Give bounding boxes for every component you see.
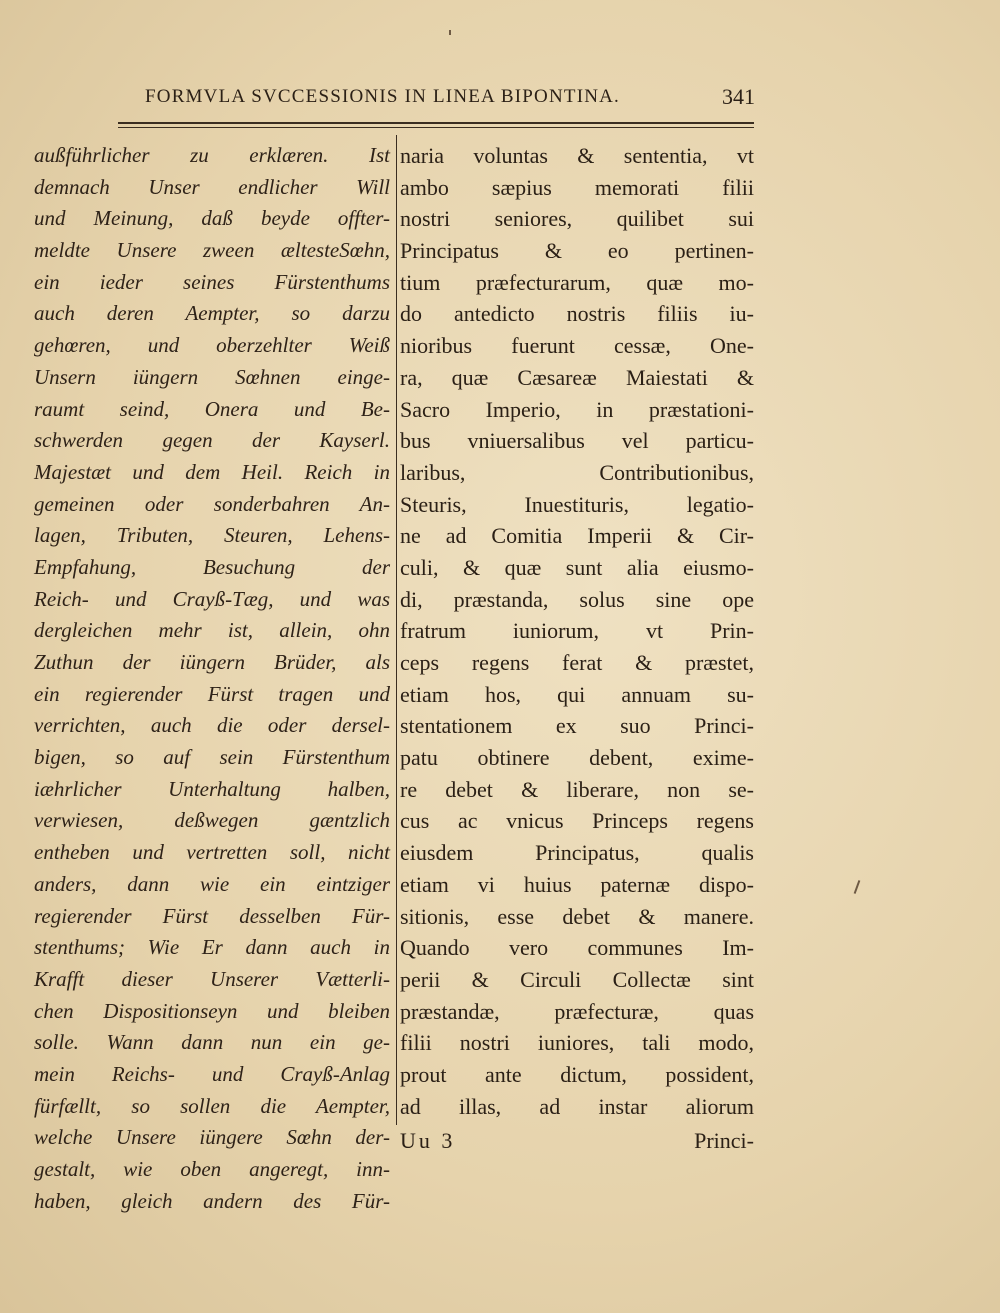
german-text-column <box>34 140 390 1217</box>
latin-text-line: naria voluntas & sententia, vt <box>400 143 754 168</box>
latin-text-line: cus ac vnicus Princeps regens <box>400 808 754 834</box>
german-text-line: Unsern iüngern Sœhnen einge- <box>34 364 390 389</box>
german-text-line: anders, dann wie ein eintziger <box>34 871 390 896</box>
german-text-line: welche Unsere iüngere Sœhn der- <box>34 1125 390 1150</box>
german-text-line: gestalt, wie oben angeregt, inn- <box>34 1157 390 1181</box>
german-text-line: dergleichen mehr ist, allein, ohn <box>34 618 390 643</box>
header-rule-thin <box>118 127 754 128</box>
page-number: 341 <box>722 84 755 109</box>
german-text-line: Krafft dieser Unserer Vætterli- <box>34 966 390 991</box>
latin-text-line: ne ad Comitia Imperii & Cir- <box>400 523 754 549</box>
german-text-line: Empfahung, Besuchung der <box>34 554 390 579</box>
ink-speck <box>854 880 861 894</box>
latin-text-line: ambo sæpius memorati filii <box>400 174 754 200</box>
german-text-line: stenthums; Wie Er dann auch in <box>34 935 390 960</box>
ink-speck <box>449 30 451 35</box>
latin-text-line: Quando vero communes Im- <box>400 935 754 961</box>
latin-text-line: prout ante dictum, possident, <box>400 1061 754 1087</box>
german-text-line: haben, gleich andern des Für- <box>34 1188 390 1213</box>
catchword: Princi- <box>694 1128 754 1153</box>
german-text-line: schwerden gegen der Kayserl. <box>34 428 390 453</box>
german-text-line: solle. Wann dann nun ein ge- <box>34 1030 390 1055</box>
german-text-line: chen Dispositionseyn und bleiben <box>34 998 390 1023</box>
latin-text-line: patu obtinere debent, exime- <box>400 745 754 771</box>
german-text-line: Majestæt und dem Heil. Reich in <box>34 459 390 484</box>
page-header <box>145 84 755 114</box>
german-text-line: demnach Unser endlicher Will <box>34 174 390 199</box>
latin-text-line: præstandæ, præfecturæ, quas <box>400 998 754 1024</box>
german-text-line: verwiesen, deßwegen gæntzlich <box>34 808 390 833</box>
latin-text-line: bus vniuersalibus vel particu- <box>400 428 754 454</box>
header-rule-thick <box>118 122 754 124</box>
latin-text-line: perii & Circuli Collectæ sint <box>400 966 754 992</box>
latin-text-line: do antedicto nostris filiis iu- <box>400 301 754 327</box>
latin-text-line: nostri seniores, quilibet sui <box>400 206 754 232</box>
page-footer <box>400 1128 754 1160</box>
latin-text-line: ad illas, ad instar aliorum <box>400 1093 754 1119</box>
german-text-line: lagen, Tributen, Steuren, Lehens- <box>34 523 390 548</box>
latin-text-line: culi, & quæ sunt alia eiusmo- <box>400 554 754 580</box>
latin-text-line: Principatus & eo pertinen- <box>400 238 754 264</box>
latin-text-line: eiusdem Principatus, qualis <box>400 840 754 866</box>
latin-text-line: re debet & liberare, non se- <box>400 776 754 802</box>
latin-text-line: di, præstanda, solus sine ope <box>400 586 754 612</box>
german-text-line: außführlicher zu erklæren. Ist <box>34 143 390 167</box>
german-text-line: iæhrlicher Unterhaltung halben, <box>34 776 390 801</box>
german-text-line: ein ieder seines Fürstenthums <box>34 269 390 294</box>
german-text-line: meldte Unsere zween æltesteSœhn, <box>34 238 390 263</box>
signature-mark: Uu 3 <box>400 1128 456 1153</box>
german-text-line: mein Reichs- und Crayß-Anlag <box>34 1061 390 1086</box>
german-text-line: gehœren, und oberzehlter Weiß <box>34 333 390 358</box>
latin-text-line: sitionis, esse debet & manere. <box>400 903 754 929</box>
latin-text-line: etiam hos, qui annuam su- <box>400 681 754 707</box>
german-text-line: auch deren Aempter, so darzu <box>34 301 390 326</box>
latin-text-line: etiam vi huius paternæ dispo- <box>400 871 754 897</box>
latin-text-line: filii nostri iuniores, tali modo, <box>400 1030 754 1056</box>
german-text-line: verrichten, auch die oder dersel- <box>34 713 390 738</box>
latin-text-line: tium præfecturarum, quæ mo- <box>400 269 754 295</box>
column-divider <box>396 135 397 1125</box>
german-text-line: Reich- und Crayß-Tæg, und was <box>34 586 390 611</box>
german-text-line: entheben und vertretten soll, nicht <box>34 840 390 865</box>
german-text-line: raumt seind, Onera und Be- <box>34 396 390 421</box>
german-text-line: Zuthun der iüngern Brüder, als <box>34 650 390 674</box>
german-text-line: und Meinung, daß beyde offter- <box>34 206 390 231</box>
latin-text-line: stentationem ex suo Princi- <box>400 713 754 739</box>
german-text-line: fürfællt, so sollen die Aempter, <box>34 1093 390 1118</box>
latin-text-line: Sacro Imperio, in præstationi- <box>400 396 754 422</box>
german-text-line: bigen, so auf sein Fürstenthum <box>34 745 390 770</box>
german-text-line: ein regierender Fürst tragen und <box>34 681 390 706</box>
latin-text-line: nioribus fuerunt cessæ, One- <box>400 333 754 359</box>
german-text-line: regierender Fürst desselben Für- <box>34 903 390 928</box>
running-title: FORMVLA SVCCESSIONIS IN LINEA BIPONTINA. <box>145 86 621 107</box>
german-text-line: gemeinen oder sonderbahren An- <box>34 491 390 516</box>
latin-text-line: fratrum iuniorum, vt Prin- <box>400 618 754 644</box>
latin-text-line: ceps regens ferat & præstet, <box>400 650 754 675</box>
latin-text-line: Steuris, Inuestituris, legatio- <box>400 491 754 517</box>
latin-text-line: laribus, Contributionibus, <box>400 459 754 485</box>
latin-text-line: ra, quæ Cæsareæ Maiestati & <box>400 364 754 390</box>
latin-text-column <box>400 140 754 1122</box>
